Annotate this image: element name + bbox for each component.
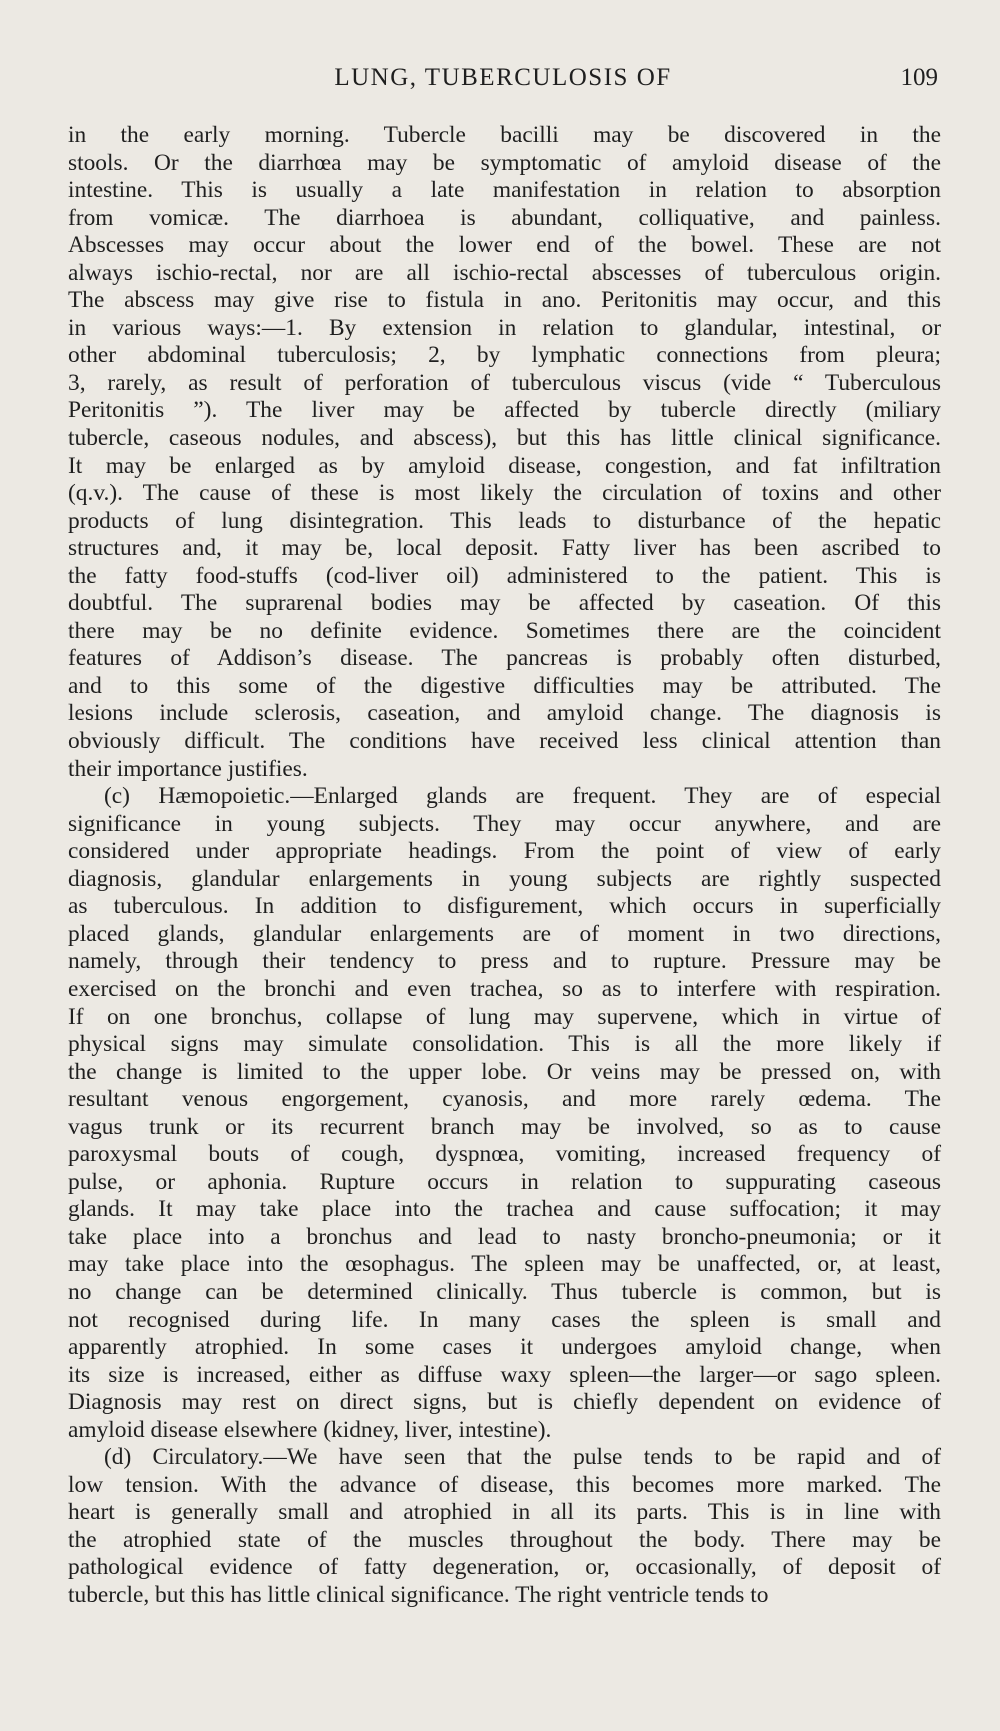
text-line: paroxysmal bouts of cough, dyspnœa, vomiting, increased frequency of (68, 1141, 941, 1168)
text-line: their importance justifies. (68, 755, 308, 782)
text-line: its size is increased, either as diffuse waxy spleen—the larger—or sago spleen. (68, 1361, 941, 1388)
text-line: namely, through their tendency to press and to rupture. Pressure may be (68, 948, 941, 975)
text-line: tubercle, caseous nodules, and abscess), but this has little clinical significance. (68, 425, 941, 452)
text-line: exercised on the bronchi and even trachea, so as to interfere with respiration. (68, 975, 941, 1002)
text-line: (c) Hæmopoietic.—Enlarged glands are frequent. They are of especial (104, 783, 941, 810)
text-line: Abscesses may occur about the lower end of the bowel. These are not (68, 232, 941, 259)
text-line: amyloid disease elsewhere (kidney, liver, intestine). (68, 1416, 552, 1443)
text-line: heart is generally small and atrophied in all its parts. This is in line with (68, 1499, 941, 1526)
text-line: features of Addison’s disease. The pancreas is probably often disturbed, (68, 645, 941, 672)
text-line: the atrophied state of the muscles throughout the body. There may be (68, 1526, 941, 1553)
text-line: the fatty food-stuffs (cod-liver oil) administered to the patient. This is (68, 562, 941, 589)
running-title: LUNG, TUBERCULOSIS OF (334, 64, 672, 91)
text-line: take place into a bronchus and lead to nasty broncho-pneumonia; or it (68, 1223, 941, 1250)
body-text (68, 122, 941, 1610)
text-line: stools. Or the diarrhœa may be symptomatic of amyloid disease of the (68, 149, 941, 176)
text-line: If on one bronchus, collapse of lung may supervene, which in virtue of (68, 1003, 941, 1030)
text-line: in various ways:—1. By extension in relation to glandular, intestinal, or (68, 314, 941, 341)
text-line: as tuberculous. In addition to disfigurement, which occurs in superficially (68, 893, 941, 920)
text-line: Peritonitis ”). The liver may be affected by tubercle directly (miliary (68, 397, 941, 424)
text-line: The abscess may give rise to fistula in ano. Peritonitis may occur, and this (68, 287, 941, 314)
text-line: in the early morning. Tubercle bacilli may be discovered in the (68, 122, 941, 148)
text-line: pulse, or aphonia. Rupture occurs in relation to suppurating caseous (68, 1168, 941, 1195)
text-line: significance in young subjects. They may occur anywhere, and are (68, 810, 941, 837)
text-line: there may be no definite evidence. Sometimes there are the coincident (68, 617, 941, 644)
paragraph (68, 783, 941, 1444)
text-line: obviously difficult. The conditions have received less clinical attention than (68, 728, 941, 755)
text-line: other abdominal tuberculosis; 2, by lymphatic connections from pleura; (68, 342, 941, 369)
text-line: lesions include sclerosis, caseation, and amyloid change. The diagnosis is (68, 700, 941, 727)
paragraph (68, 122, 941, 783)
text-line: (q.v.). The cause of these is most likely the circulation of toxins and other (68, 480, 941, 507)
text-line: apparently atrophied. In some cases it undergoes amyloid change, when (68, 1334, 941, 1361)
text-line: doubtful. The suprarenal bodies may be affected by caseation. Of this (68, 590, 941, 617)
text-line: structures and, it may be, local deposit. Fatty liver has been ascribed to (68, 535, 941, 562)
text-line: diagnosis, glandular enlargements in young subjects are rightly suspected (68, 865, 941, 892)
text-line: intestine. This is usually a late manifestation in relation to absorption (68, 177, 941, 204)
text-line: physical signs may simulate consolidation. This is all the more likely if (68, 1031, 941, 1058)
text-line: (d) Circulatory.—We have seen that the pulse tends to be rapid and of (104, 1444, 941, 1471)
text-line: the change is limited to the upper lobe. Or veins may be pressed on, with (68, 1058, 941, 1085)
paragraph (68, 1444, 941, 1609)
text-line: 3, rarely, as result of perforation of tuberculous viscus (vide “ Tuberculous (68, 369, 941, 396)
text-line: from vomicæ. The diarrhoea is abundant, colliquative, and painless. (68, 204, 941, 231)
text-line: no change can be determined clinically. Thus tubercle is common, but is (68, 1278, 941, 1305)
text-line: Diagnosis may rest on direct signs, but is chiefly dependent on evidence of (68, 1389, 941, 1416)
text-line: always ischio-rectal, nor are all ischio-rectal abscesses of tuberculous origin. (68, 259, 941, 286)
text-line: and to this some of the digestive difficulties may be attributed. The (68, 672, 941, 699)
page-number: 109 (900, 64, 938, 91)
text-line: products of lung disintegration. This leads to disturbance of the hepatic (68, 507, 941, 534)
text-line: placed glands, glandular enlargements are of moment in two directions, (68, 920, 941, 947)
text-line: It may be enlarged as by amyloid disease, congestion, and fat infiltration (68, 452, 941, 479)
text-line: considered under appropriate headings. From the point of view of early (68, 838, 941, 865)
text-line: may take place into the œsophagus. The spleen may be unaffected, or, at least, (68, 1251, 941, 1278)
text-line: tubercle, but this has little clinical significance. The right ventricle tends to (68, 1581, 769, 1608)
text-line: pathological evidence of fatty degeneration, or, occasionally, of deposit of (68, 1554, 941, 1581)
text-line: vagus trunk or its recurrent branch may be involved, so as to cause (68, 1113, 941, 1140)
text-line: low tension. With the advance of disease, this becomes more marked. The (68, 1471, 941, 1498)
page-header (68, 64, 938, 98)
text-line: glands. It may take place into the trachea and cause suffocation; it may (68, 1196, 941, 1223)
text-line: resultant venous engorgement, cyanosis, and more rarely œdema. The (68, 1086, 941, 1113)
text-line: not recognised during life. In many cases the spleen is small and (68, 1306, 941, 1333)
